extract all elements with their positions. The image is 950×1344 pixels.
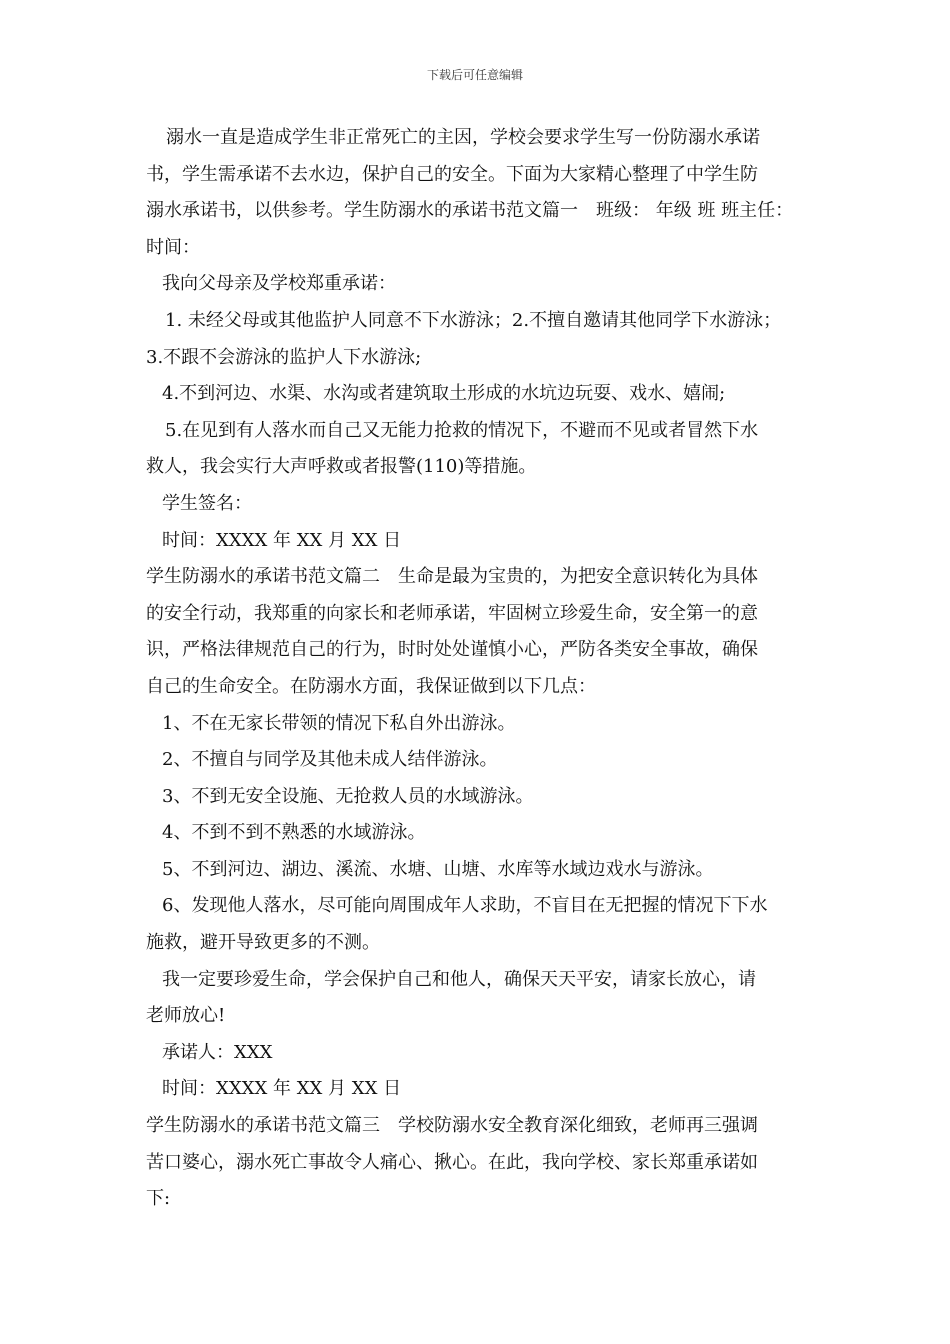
text-line: 苦口婆心，溺水死亡事故令人痛心、揪心。在此，我向学校、家长郑重承诺如 [146, 1151, 758, 1173]
text-line: 2、不擅自与同学及其他未成人结伴游泳。 [162, 749, 498, 771]
text-line: 3、不到无安全设施、无抢救人员的水域游泳。 [162, 785, 534, 807]
document-body [146, 120, 810, 1218]
text-line: 救人，我会实行大声呼救或者报警(110)等措施。 [146, 456, 537, 478]
text-line: 老师放心! [146, 1005, 226, 1027]
text-line: 自己的生命安全。在防溺水方面，我保证做到以下几点： [146, 675, 596, 697]
text-line: 施救，避开导致更多的不测。 [146, 932, 380, 954]
text-line: 书，学生需承诺不去水边，保护自己的安全。下面为大家精心整理了中学生防 [146, 163, 758, 185]
text-line: 识，严格法律规范自己的行为，时时处处谨慎小心，严防各类安全事故，确保 [146, 639, 758, 661]
text-line: 6、发现他人落水，尽可能向周围成年人求助，不盲目在无把握的情况下下水 [162, 895, 768, 917]
text-line: 我一定要珍爱生命，学会保护自己和他人，确保天天平安，请家长放心，请 [162, 968, 756, 990]
text-line: 我向父母亲及学校郑重承诺： [162, 273, 396, 295]
text-line: 4、不到不到不熟悉的水域游泳。 [162, 822, 426, 844]
text-line: 的安全行动，我郑重的向家长和老师承诺，牢固树立珍爱生命，安全第一的意 [146, 602, 758, 624]
text-line: 1. 未经父母或其他监护人同意不下水游泳；2.不擅自邀请其他同学下水游泳； [165, 309, 782, 331]
text-line: 下: [146, 1188, 171, 1210]
text-line: 溺水承诺书，以供参考。学生防溺水的承诺书范文篇一 班级： 年级 班 班主任： [146, 200, 794, 222]
text-line: 5、不到河边、湖边、溪流、水塘、山塘、水库等水域边戏水与游泳。 [162, 858, 714, 880]
text-line: 学生签名： [162, 492, 252, 514]
text-line: 学生防溺水的承诺书范文篇二 生命是最为宝贵的，为把安全意识转化为具体 [146, 566, 758, 588]
text-line: 时间：XXXX 年 XX 月 XX 日 [162, 529, 402, 551]
text-line: 5.在见到有人落水而自己又无能力抢救的情况下，不避而不见或者冒然下水 [165, 419, 759, 441]
text-line: 4.不到河边、水渠、水沟或者建筑取土形成的水坑边玩耍、戏水、嬉闹; [162, 383, 726, 405]
text-line: 1、不在无家长带领的情况下私自外出游泳。 [162, 712, 516, 734]
text-line: 时间：XXXX 年 XX 月 XX 日 [162, 1078, 402, 1100]
text-line: 学生防溺水的承诺书范文篇三 学校防溺水安全教育深化细致，老师再三强调 [146, 1115, 758, 1137]
text-line: 溺水一直是造成学生非正常死亡的主因，学校会要求学生写一份防溺水承诺 [148, 127, 760, 148]
page-header: 下载后可任意编辑 [426, 68, 523, 82]
text-line: 时间： [146, 236, 200, 258]
text-line: 3.不跟不会游泳的监护人下水游泳; [146, 346, 422, 368]
text-line: 承诺人：XXX [162, 1041, 273, 1063]
